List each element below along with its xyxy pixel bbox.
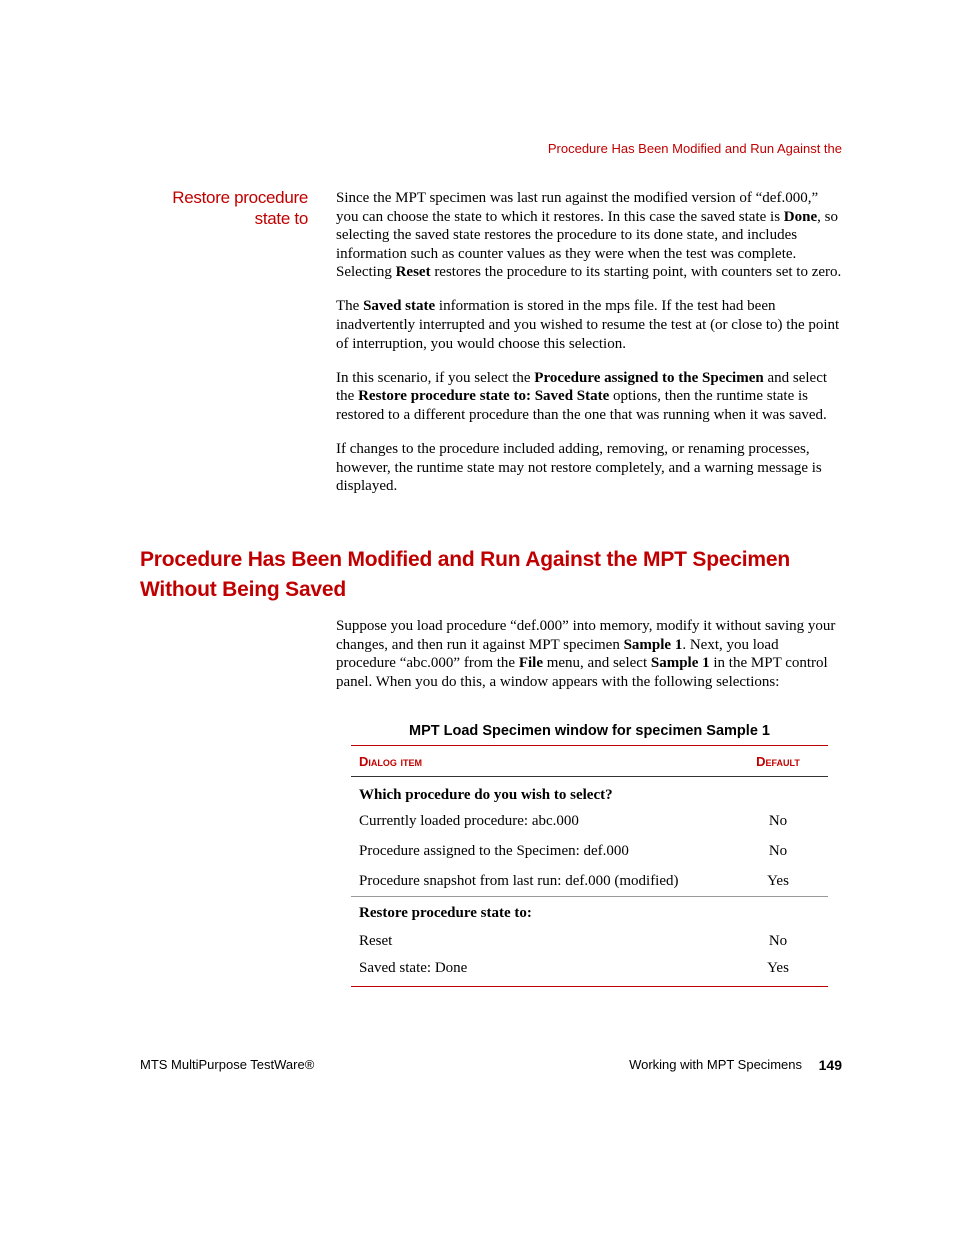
group-title: Which procedure do you wish to select? (359, 786, 613, 803)
modified-procedure-section-body (336, 617, 842, 707)
paragraph-done-state (336, 189, 842, 282)
paragraph-scenario (336, 369, 842, 425)
group-title: Restore procedure state to: (359, 905, 532, 922)
dialog-item-cell: Saved state: Done (359, 959, 468, 976)
text-run: . Next, you load procedure “abc.000” from the (336, 636, 779, 672)
page-number: 149 (818, 1057, 842, 1073)
specimen-table (351, 745, 828, 987)
bold-term: Sample 1 (623, 636, 683, 653)
table-group-row (351, 777, 828, 807)
default-cell: No (768, 843, 788, 859)
bold-term: Restore procedure state to: Saved State (358, 388, 610, 405)
text-run: The (336, 298, 364, 315)
side-heading-line1: Restore procedure (172, 188, 308, 207)
table-row (351, 837, 828, 867)
text-run: and select the (336, 369, 828, 405)
dialog-item-cell: Procedure snapshot from last run: def.000 (modified) (359, 872, 679, 889)
default-cell: No (768, 933, 788, 949)
column-header-dialog-item: Dialog item (351, 746, 728, 777)
dialog-item-cell: Currently loaded procedure: abc.000 (359, 813, 579, 829)
default-cell: Yes (767, 959, 789, 976)
text-run: options, then the runtime state is restored to a different procedure than the one that was running when it was saved. (336, 388, 827, 423)
bold-term: Reset (395, 264, 431, 281)
table-row (351, 867, 828, 897)
section-heading: Procedure Has Been Modified and Run Against the MPT Specimen Without Being Saved (140, 548, 790, 601)
default-cell: No (768, 813, 788, 829)
default-cell: Yes (767, 872, 789, 889)
bold-term: Saved state (363, 298, 436, 315)
paragraph-warning (336, 440, 842, 496)
text-run: menu, and select (542, 655, 651, 672)
dialog-item-cell: Reset (359, 933, 393, 949)
side-heading (150, 187, 308, 229)
bold-term: Procedure assigned to the Specimen (534, 369, 764, 386)
text-run: information is stored in the mps file. If the test had been inadvertently interrupted and you wished to resume the test at (or close to) the point of interruption, you would choose this selection. (336, 298, 840, 352)
table-caption: MPT Load Specimen window for specimen Sample 1 (409, 723, 770, 739)
running-header: Procedure Has Been Modified and Run Against the (547, 141, 842, 156)
restore-state-section-body (336, 189, 842, 511)
text-run: Suppose you load procedure “def.000” into memory, modify it without saving your changes, and then run it against MPT specimen (336, 618, 836, 653)
table-row (351, 927, 828, 957)
side-heading-line2: state to (254, 209, 308, 228)
text-run: in the MPT control panel. When you do this, a window appears with the following selections: (336, 655, 828, 690)
table-header-row (351, 746, 828, 777)
bold-term: Done (783, 208, 818, 225)
bold-term: Sample 1 (650, 655, 710, 672)
footer-document-title: MTS MultiPurpose TestWare® (140, 1057, 315, 1072)
text-run: In this scenario, if you select the (336, 369, 535, 386)
dialog-item-cell: Procedure assigned to the Specimen: def.000 (359, 843, 629, 859)
table-group-row (351, 897, 828, 927)
text-run: If changes to the procedure included adding, removing, or renaming processes, however, the runtime state may not restore completely, and a warning message is displayed. (336, 441, 822, 495)
paragraph-suppose (336, 617, 842, 691)
text-run: , so selecting the saved state restores the procedure to its done state, and includes information such as counter values as they were when the test was complete. Selecting (336, 208, 838, 281)
bold-term: File (518, 655, 543, 672)
column-header-default: Default (728, 746, 828, 777)
paragraph-saved-state (336, 297, 842, 353)
table-row (351, 957, 828, 987)
footer-chapter-title: Working with MPT Specimens (629, 1057, 802, 1072)
text-run: Since the MPT specimen was last run against the modified version of “def.000,” you can choose the state to which it restores. In this case the saved state is (336, 190, 819, 225)
table-row (351, 807, 828, 837)
text-run: restores the procedure to its starting point, with counters set to zero. (430, 264, 842, 281)
